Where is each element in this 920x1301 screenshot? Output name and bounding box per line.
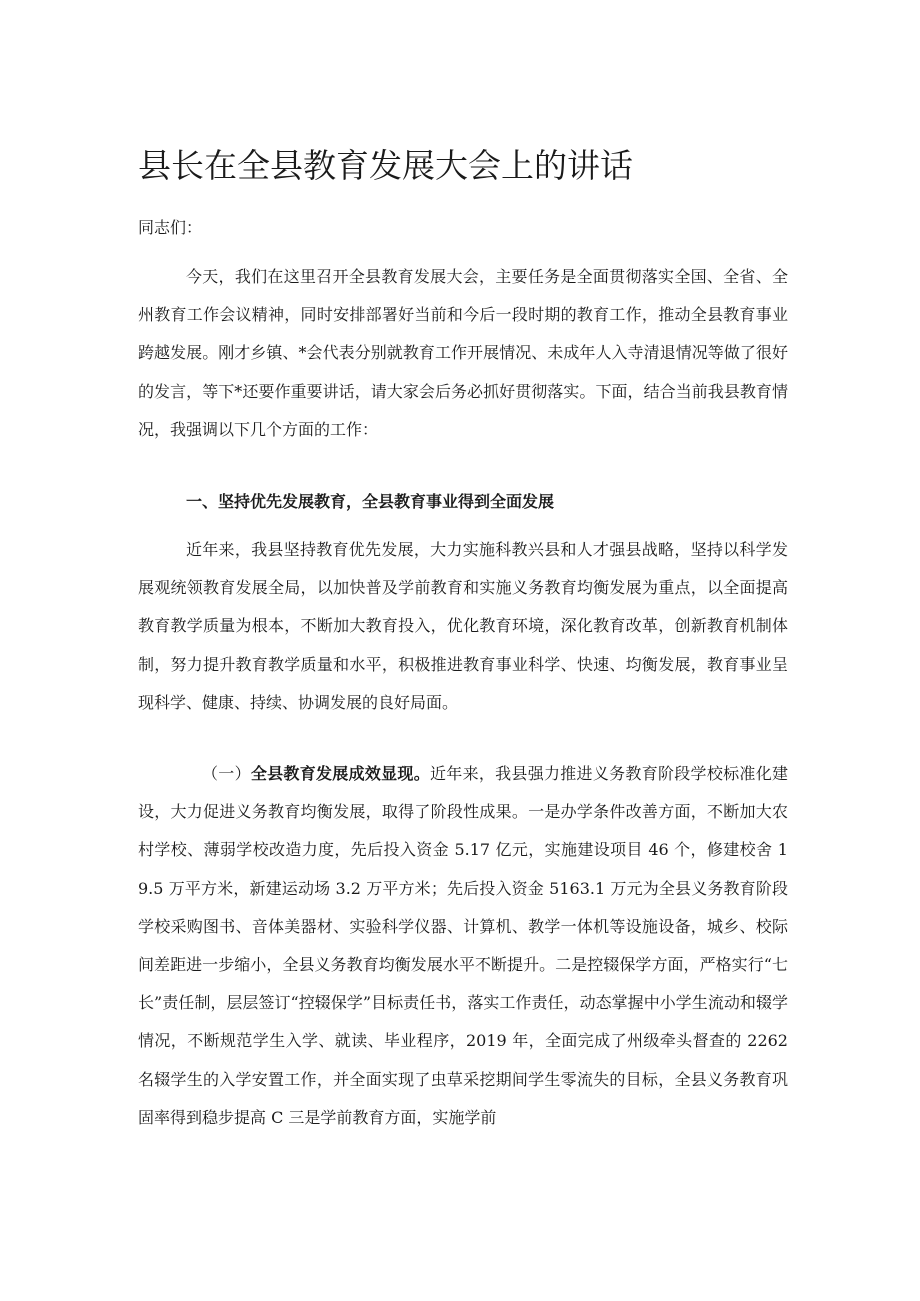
salutation: 同志们： <box>138 218 203 237</box>
subsection-body: 近年来，我县强力推进义务教育阶段学校标准化建设，大力促进义务教育均衡发展，取得了阶段性成果。一是办学条件改善方面，不断加大农村学校、薄弱学校改造力度，先后投入资金 5.17 亿元，实施建设项目 46 个，修建校舍 19.5 万平方米，新建运动场 3.2 万平方米；先后投入资金 5163.1 万元为全县义务教育阶段学校采购图书、音体美器材、实验科学仪器、计算机、教学一体机等设施设备，城乡、校际间差距进一步缩小，全县义务教育均衡发展水平不断提升。二是控辍保学方面，严格实行“七长”责任制，层层签订“控辍保学”目标责任书，落实工作责任，动态掌握中小学生流动和辍学情况，不断规范学生入学、就读、毕业程序，2019 年，全面完成了州级牵头督查的 2262 名辍学生的入学安置工作，并全面实现了虫草采挖期间学生零流失的目标，全县义务教育巩固率得到稳步提高 C 三是学前教育方面，实施学前 <box>138 764 788 1127</box>
paragraph-subsection-1 <box>138 755 788 1137</box>
subsection-label: （一） <box>202 764 251 783</box>
subsection-title: 全县教育发展成效显现。 <box>250 764 430 783</box>
paragraph-recent-years: 近年来，我县坚持教育优先发展，大力实施科教兴县和人才强县战略，坚持以科学发展观统领教育发展全局，以加快普及学前教育和实施义务教育均衡发展为重点，以全面提高教育教学质量为根本，不断加大教育投入，优化教育环境，深化教育改革，创新教育机制体制，努力提升教育教学质量和水平，积极推进教育事业科学、快速、均衡发展，教育事业呈现科学、健康、持续、协调发展的良好局面。 <box>138 540 788 712</box>
paragraph-opening: 今天，我们在这里召开全县教育发展大会，主要任务是全面贯彻落实全国、全省、全州教育工作会议精神，同时安排部署好当前和今后一段时期的教育工作，推动全县教育事业跨越发展。刚才乡镇、*会代表分别就教育工作开展情况、未成年人入寺清退情况等做了很好的发言，等下*还要作重要讲话，请大家会后务必抓好贯彻落实。下面，结合当前我县教育情况，我强调以下几个方面的工作： <box>138 267 788 439</box>
section-heading-1: 一、坚持优先发展教育，全县教育事业得到全面发展 <box>186 492 555 511</box>
document-title: 县长在全县教育发展大会上的讲话 <box>138 146 633 185</box>
